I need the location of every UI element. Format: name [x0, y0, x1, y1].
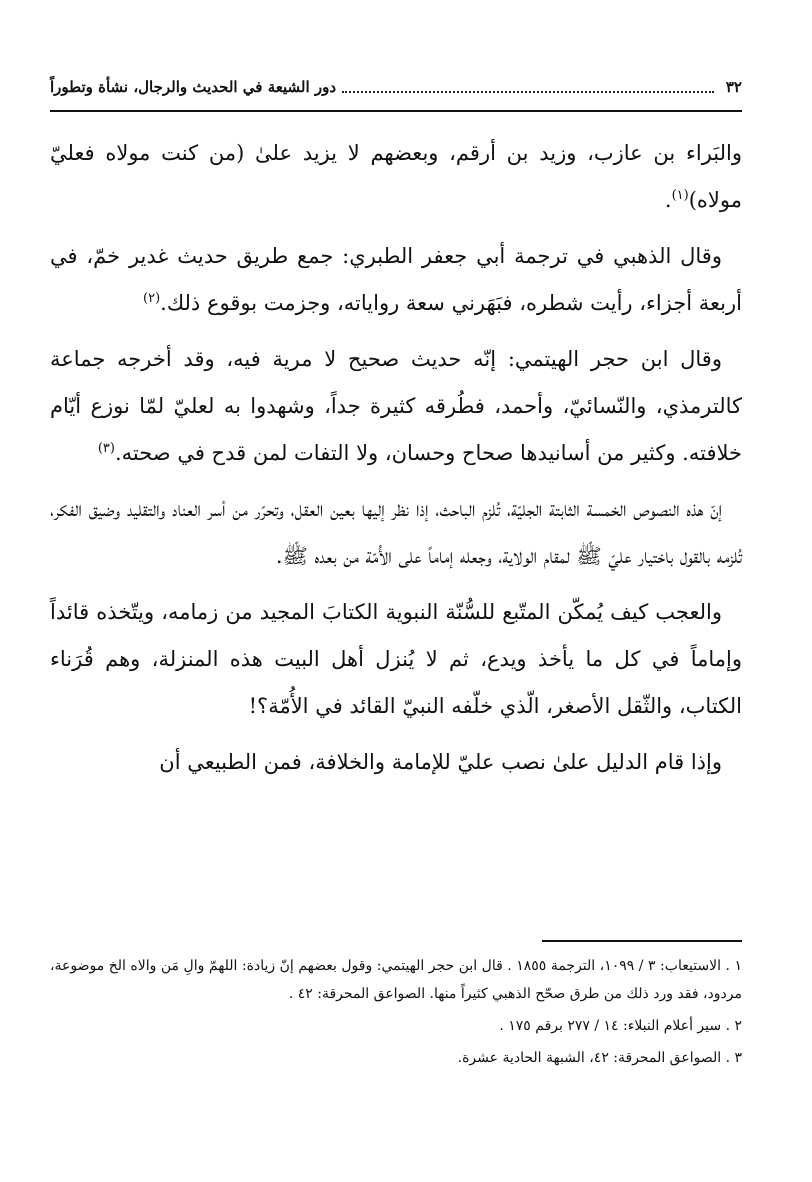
- footnote-separator: [542, 940, 742, 942]
- footnote: ٢ . سير أعلام النبلاء: ١٤ / ٢٧٧ برقم ١٧٥ .: [499, 1018, 742, 1034]
- paragraph: وقال ابن حجر الهيتمي: إنّه حديث صحيح لا مرية فيه، وقد أخرجه جماعة كالترمذي، والنّسائيّ، وأحمد، فطُرقه كثيرة جداً، وشهدوا به لعليّ لمّا نوزع أيّام خلافته. وكثير من أسانيدها صحاح وحسان، ولا التفات لمن قدح في صحته.$^{(٣)}$: [50, 347, 742, 465]
- paragraph: وإذا قام الدليل علىٰ نصب عليّ للإمامة والخلافة، فمن الطبيعي أن: [159, 750, 722, 774]
- footnote: ٣ . الصواعق المحرقة: ٤٢، الشبهة الحادية عشرة.: [457, 1050, 742, 1066]
- footnote-ref[interactable]: (١): [671, 188, 689, 203]
- footnote-ref[interactable]: (٣): [97, 441, 115, 456]
- running-title: دور الشيعة في الحديث والرجال، نشأة وتطوراً: [50, 78, 337, 96]
- main-text: [50, 130, 742, 795]
- header-dot-leader: [342, 81, 714, 93]
- paragraph: والعجب كيف يُمكّن المتّبع للسُّنّة النبوية الكتابَ المجيد من زمامه، ويتّخذه قائداً وإماماً في كل ما يأخذ ويدع، ثم لا يُنزل أهل البيت هذه المنزلة، وهم قُرَناء الكتاب، والثّقل الأصغر، الّذي خلّفه النبيّ القائد في الأُمّة؟!: [50, 600, 742, 718]
- running-header: [50, 72, 742, 102]
- footnotes: [50, 952, 742, 1076]
- paragraph: وقال الذهبي في ترجمة أبي جعفر الطبري: جمع طريق حديث غدير خمّ، في أربعة أجزاء، رأيت شطره، فبَهَرني سعة رواياته، وجزمت بوقوع ذلك.$^{(٢)}$: [50, 244, 742, 315]
- paragraph: والبَراء بن عازب، وزيد بن أرقم، وبعضهم لا يزيد علىٰ (من كنت مولاه فعليّ مولاه)$^{(١)}$.: [50, 141, 742, 212]
- paragraph: إنّ هذه النصوص الخمسة الثابتة الجليّة، تُلزم الباحث، إذا نظر إليها بعين العقل، وتحرّر من أسر العناد والتقليد وضيق الفكر، تُلزمه بالقول باختيار عليّ ﷺ لمقام الولاية، وجعله إماماً على الأُمّة من بعده ﷺ.: [50, 497, 742, 568]
- book-page: [50, 0, 742, 1182]
- footnote: ١ . الاستيعاب: ٣ / ١٠٩٩، الترجمة ١٨٥٥ . قال ابن حجر الهيتمي: وقول بعضهم إنّ زيادة: اللهمّ والِ مَن والاه الخ موضوعة، مردود، فقد ورد ذلك من طرق صحّح الذهبي كثيراً منها. الصواعق المحرقة: ٤٢ .: [50, 958, 743, 1002]
- header-rule: [50, 110, 742, 112]
- footnote-ref[interactable]: (٢): [143, 291, 161, 306]
- page-number: ٣٢: [725, 78, 742, 96]
